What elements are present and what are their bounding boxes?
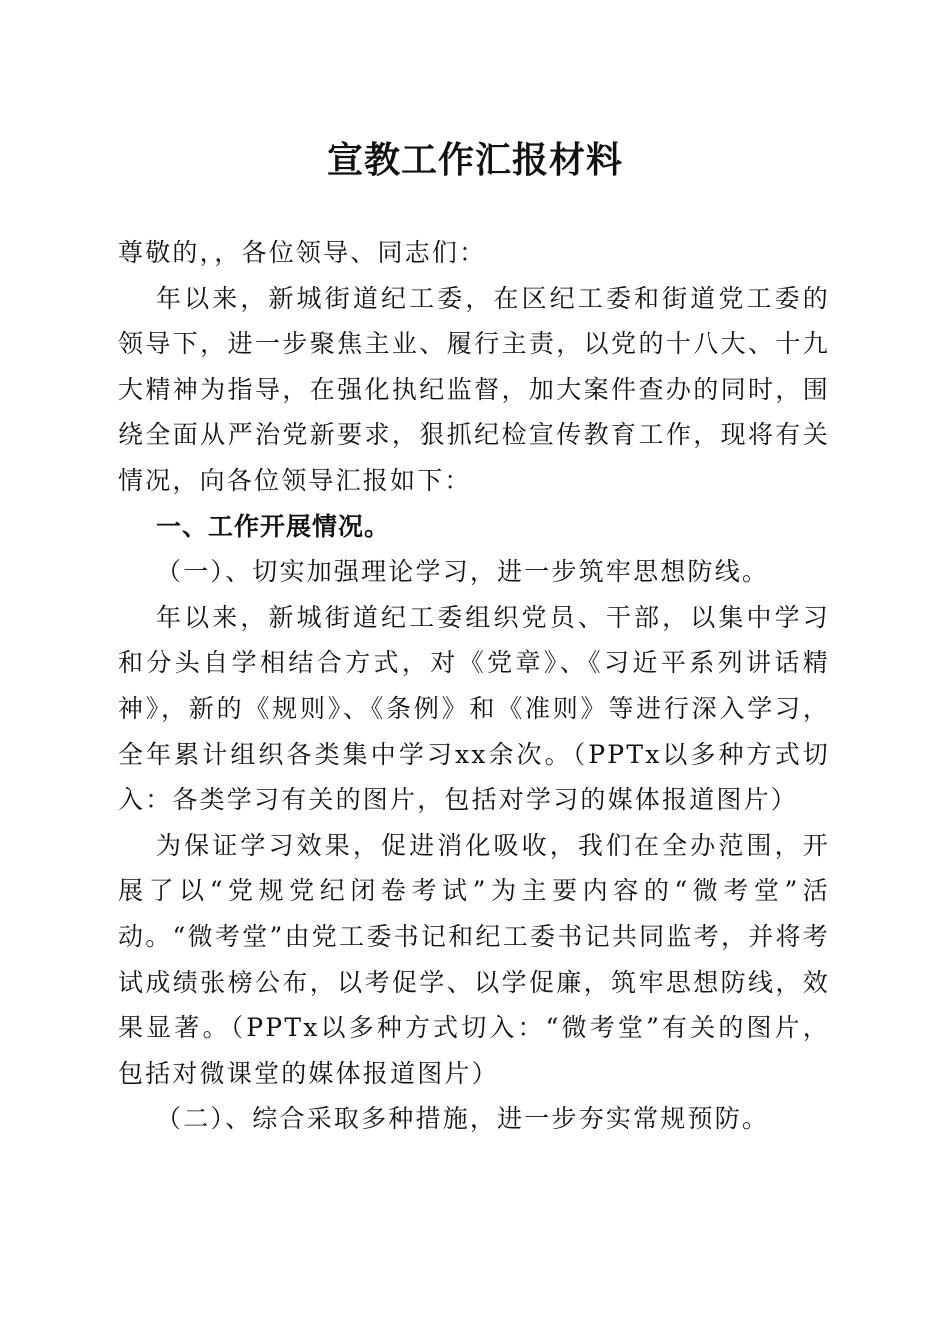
intro-paragraph: 年以来，新城街道纪工委，在区纪工委和街道党工委的领导下，进一步聚焦主业、履行主责，以党的十八大、十九大精神为指导，在强化执纪监督，加大案件查办的同时，围绕全面从严治党新要求，狠抓纪检宣传教育工作，现将有关情况，向各位领导汇报如下： [118, 283, 830, 495]
subsection-heading-2: （二）、综合采取多种措施，进一步夯实常规预防。 [156, 1104, 770, 1134]
document-title: 宣教工作汇报材料 [326, 139, 623, 181]
subsection-1-paragraph-2: 为保证学习效果，促进消化吸收，我们在全办范围，开展了以“党规党纪闭卷考试”为主要内容的“微考堂”活动。“微考堂”由党工委书记和纪工委书记共同监考，并将考试成绩张榜公布，以考促学、以学促廉，筑牢思想防线，效果显著。（PPTx以多种方式切入：“微考堂”有关的图片，包括对微课堂的媒体报道图片） [118, 830, 830, 1088]
salutation: 尊敬的，，各位领导、同志们： [118, 238, 487, 267]
subsection-heading-1: （一）、切实加强理论学习，进一步筑牢思想防线。 [156, 557, 770, 587]
document-body [118, 230, 830, 1142]
section-heading-1: 一、工作开展情况。 [156, 511, 391, 541]
subsection-1-paragraph-1: 年以来，新城街道纪工委组织党员、干部，以集中学习和分头自学相结合方式，对《党章》、《习近平系列讲话精神》，新的《规则》、《条例》和《准则》等进行深入学习，全年累计组织各类集中学习xx余次。（PPTx以多种方式切入：各类学习有关的图片，包括对学习的媒体报道图片） [118, 602, 830, 815]
